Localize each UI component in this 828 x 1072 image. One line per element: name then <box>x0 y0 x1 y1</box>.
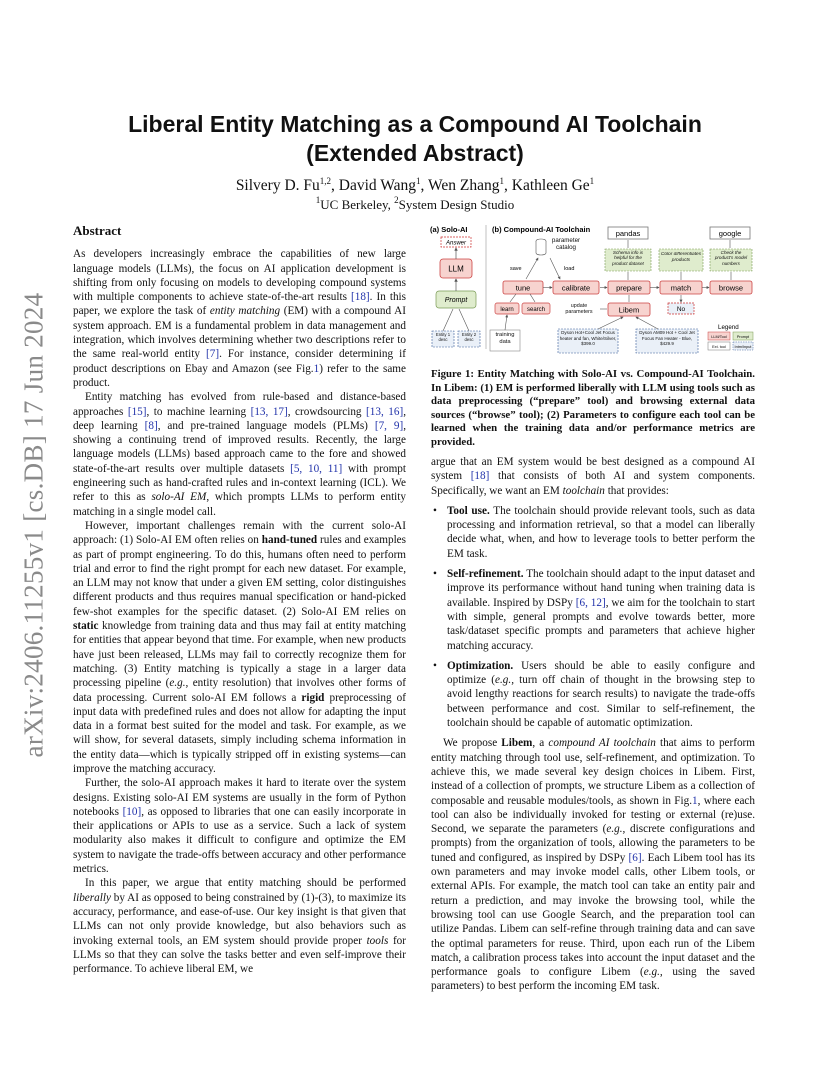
calibrate-label: calibrate <box>561 283 591 293</box>
citation-link[interactable]: [13, 16] <box>366 405 404 418</box>
figure-1-diagram <box>428 223 760 355</box>
title-line-1: Liberal Entity Matching as a Compound AI Toolchain <box>128 111 702 137</box>
paragraph: argue that an EM system would be best designed as a compound AI system [18] that consists of both AI and system components. Specifically, we want an EM toolchain that provides: <box>431 456 755 497</box>
learn-label: learn <box>500 307 514 313</box>
citation-link[interactable]: [5, 10, 11] <box>290 462 343 475</box>
prompt-label: Prompt <box>444 297 468 304</box>
author-name: Silvery D. Fu <box>235 177 320 194</box>
affil-mark: 1 <box>315 195 321 205</box>
tune-label: tune <box>515 283 531 293</box>
citation-link[interactable]: [8] <box>144 419 158 432</box>
citation-link[interactable]: [18] <box>351 291 370 304</box>
save-label: save <box>510 266 522 272</box>
arxiv-identifier <box>14 290 54 760</box>
pandas-label: pandas <box>615 229 641 238</box>
panel-a-label: (a) Solo-AI <box>430 225 468 234</box>
bullet-icon: • <box>433 504 437 517</box>
panel-b-label: (b) Compound-AI Toolchain <box>492 225 591 234</box>
author-affil-mark: 1 <box>499 176 505 186</box>
legend-ext-label: Ext. tool <box>712 345 726 349</box>
answer-label: Answer <box>445 240 467 247</box>
training-data-label: training data <box>495 332 515 345</box>
citation-link[interactable]: [7, 9] <box>374 419 404 432</box>
author-affil-mark: 1 <box>416 176 421 186</box>
affil-mark: 2 <box>394 195 399 205</box>
entity-2-label: Entity 2 desc <box>461 332 477 342</box>
legend-input-label: Intm/Input <box>734 345 752 349</box>
citation-link[interactable]: [6, 12] <box>575 596 606 609</box>
schema-note: Schema info is helpful for the product dataset <box>612 250 644 266</box>
left-column <box>73 224 406 976</box>
author-list: Silvery D. Fu$^{1,2}$, David Wang$^1$, Wen Zhang$^1$, Kathleen Ge$^1$ <box>235 176 595 194</box>
libem-label: Libem <box>618 305 640 315</box>
list-item: • Tool use. The toolchain should provide relevant tools, such as data processing and information retrieval, so that a model can liberally decide what, when, and how to leverage tools to better perform the EM task. <box>433 504 755 560</box>
paragraph: As developers increasingly embrace the capabilities of new large language models (LLMs), the focus on AI application development is shifting from only focusing on models to developing compound systems with multiple components to achieve state-of-the-art results [18]. In this paper, we explore the task of entity matching (EM) with a compound AI system approach. EM is a fundamental problem in data management and integration, which involves determining whether two descriptions refer to the same real-world entity [7]. For instance, consider determining if product descriptions on Ebay and Amazon (see Fig.1) refer to the same product. <box>73 248 407 389</box>
right-column <box>431 455 755 994</box>
author-name: Kathleen Ge <box>511 177 590 194</box>
paragraph: We propose Libem, a compound AI toolchain that aims to perform entity matching through tool use, self-refinement, and optimization. To achieve this, we made several key design choices in Libem. First, instead of a collection of prompts, we structure Libem as a collection of composable and reusable modules/tools, as shown in Fig.1, where each tool can also be individually invoked for testing or external (re)use. Second, we separate the parameters (e.g., discrete configurations and prompts) from the organization of tools, allowing the parameters to be tuned and configured, as inspired by DSPy [6]. Each Libem tool has its own parameters and may invoke model calls, other Libem tools, or external APIs. For example, the match tool can take an entity pair and return a prediction, and may invoke the browsing tool, while the browsing tool can use Google Search, and the preparation tool can utilize Pandas. Libem can self-refine through training data and can save the optimal parameters for reuse. Third, upon each run of the Libem match, a calibration process takes into account the input dataset and the performance goals to configure Libem (e.g., using the saved parameters) to best perform the incoming EM task. <box>431 737 756 993</box>
affiliations <box>100 197 730 213</box>
author-name: David Wang <box>338 177 417 194</box>
diagram-canvas <box>428 223 760 355</box>
affil-text: System Design Studio <box>398 197 515 212</box>
citation-link[interactable]: [15] <box>127 405 147 418</box>
author-affil-mark: 1,2 <box>319 176 332 186</box>
load-label: load <box>564 266 575 272</box>
google-label: google <box>718 229 742 238</box>
paragraph: In this paper, we argue that entity matching should be performed liberally by AI as opposed to being constrained by (1)-(3), to maximize its accuracy, performance, and ease-of-use. Our key insight is that given that LLMs can not only provide knowledge, but also behaviors such as invoking external tools, an EM system should provide proper tools for LLMs so that they can solve the tasks better and even self-improve their performance. To achieve liberal EM, we <box>73 877 406 976</box>
legend-llm-label: LLM/Tool <box>711 335 727 339</box>
paragraph: However, important challenges remain with the current solo-AI approach: (1) Solo-AI EM often relies on hand-tuned rules and examples as part of prompt engineering. To do this, humans often need to perform trial and error to find the right prompt for each new dataset. For example, an LLM may not know that under a given EM setting, color distinguishes different products and thus requires manual specification or hand-picked few-shot examples for the specific dataset. (2) Solo-AI EM relies on static knowledge from training data and thus may fail at entity matching for entities that appear beyond that time. For example, when new products have just been released, LLMs may fail to correctly recognize them for matching. (3) Entity matching is typically a stage in a larger data processing pipeline (e.g., entity resolution) that involves other forms of data processing. Current solo-AI EM follows a rigid preprocessing of input data with predefined rules and does not allow for adapting the input data in a format best suited for the model and task. For example, as we will show, for several datasets, simply including schema information in the entity data—which is typically stripped off in existing systems—can improve the matching accuracy. <box>73 519 406 775</box>
requirements-list <box>431 504 755 730</box>
paragraph: Further, the solo-AI approach makes it hard to iterate over the system designs. Existing solo-AI EM systems are usually in the form of Python notebooks [10], as opposed to libraries that one can easily incorporate in their applications or APIs to use as a service. Such a lack of system modularity also makes it difficult to configure and optimize the EM system to navigate the trade-offs between accuracy and other performance metrics. <box>73 777 406 876</box>
citation-link[interactable]: [13, 17] <box>250 405 288 418</box>
bullet-icon: • <box>433 568 437 581</box>
figure-1-caption: Figure 1: Entity Matching with Solo-AI vs. Compound-AI Toolchain. In Libem: (1) EM is performed liberally with LLM using tools such as data preprocessing (“prepare” tool) and browsing external data sources (“browse” tool); (2) Parameters to configure each tool can be learned when the training data and/or performance metrics are provided. <box>431 368 755 448</box>
figure-link[interactable]: 1 <box>313 362 320 375</box>
prepare-label: prepare <box>616 283 642 293</box>
abstract-heading: Abstract <box>73 223 122 238</box>
citation-link[interactable]: [10] <box>122 805 142 818</box>
update-params-label: update parameters <box>565 303 593 315</box>
author-name: Wen Zhang <box>428 177 500 194</box>
title-line-2: (Extended Abstract) <box>306 140 524 166</box>
search-label: search <box>526 307 546 313</box>
author-affil-mark: 1 <box>589 176 595 186</box>
arxiv-identifier-text: arXiv:2406.11255v1 [cs.DB] 17 Jun 2024 <box>18 292 49 758</box>
bullet-icon: • <box>433 659 437 672</box>
citation-link[interactable]: [18] <box>470 470 490 483</box>
paper-title <box>100 110 730 168</box>
entity-1-label: Entity 1 desc <box>435 332 451 342</box>
product-1-desc: Dyson Hot+Cool Jet Focus heater and fan, White/Silver, $399.0 <box>559 330 617 346</box>
color-note: Color differentiates products <box>660 252 702 263</box>
affil-text: UC Berkeley, <box>320 197 395 212</box>
legend-prompt-label: Prompt <box>736 335 750 339</box>
list-item: • Optimization. Users should be able to easily configure and optimize (e.g., turn off chain of thought in the browsing step to avoid lengthy reactions for search results) to navigate the trade-offs between performance and cost. Similar to self-refinement, the toolchain should be capable of automatic optimization. <box>433 659 755 730</box>
browse-label: browse <box>718 283 744 293</box>
match-label: match <box>670 283 692 293</box>
param-catalog-label: parameter catalog <box>551 237 581 251</box>
legend-title: Legend <box>718 324 739 331</box>
llm-label: LLM <box>448 264 464 274</box>
product-2-desc: Dyson AM09 Hot + Cool Jet Focus Fan Heater - Blue, $429.9 <box>639 330 695 346</box>
figure-link[interactable]: 1 <box>692 794 698 807</box>
no-answer-label: No <box>676 306 686 313</box>
list-item: • Self-refinement. The toolchain should adapt to the input dataset and improve its performance without hand tuning when training data is available. Inspired by DSPy [6, 12], we aim for the toolchain to start with simple, general prompts and evolve towards better, more task/dataset specific prompts and parameters that achieve higher matching accuracy. <box>433 568 755 652</box>
citation-link[interactable]: [6] <box>628 851 642 864</box>
paragraph: Entity matching has evolved from rule-based and distance-based approaches [15], to machine learning [13, 17], crowdsourcing [13, 16], deep learning [8], and pre-trained language models (PLMs) [7, 9], showing a continuing trend of improved results. Recently, the large language models (LLMs) based approach came to the fore and showed state-of-the-art results over multiple datasets [5, 10, 11] with prompt engineering such as hand-crafted rules and in-context learning (ICL). We refer to this as solo-AI EM, which prompts LLMs to perform entity matching in a single model call. <box>73 391 407 518</box>
check-note: Check the product's model numbers <box>714 250 748 266</box>
citation-link[interactable]: [7] <box>206 348 220 361</box>
